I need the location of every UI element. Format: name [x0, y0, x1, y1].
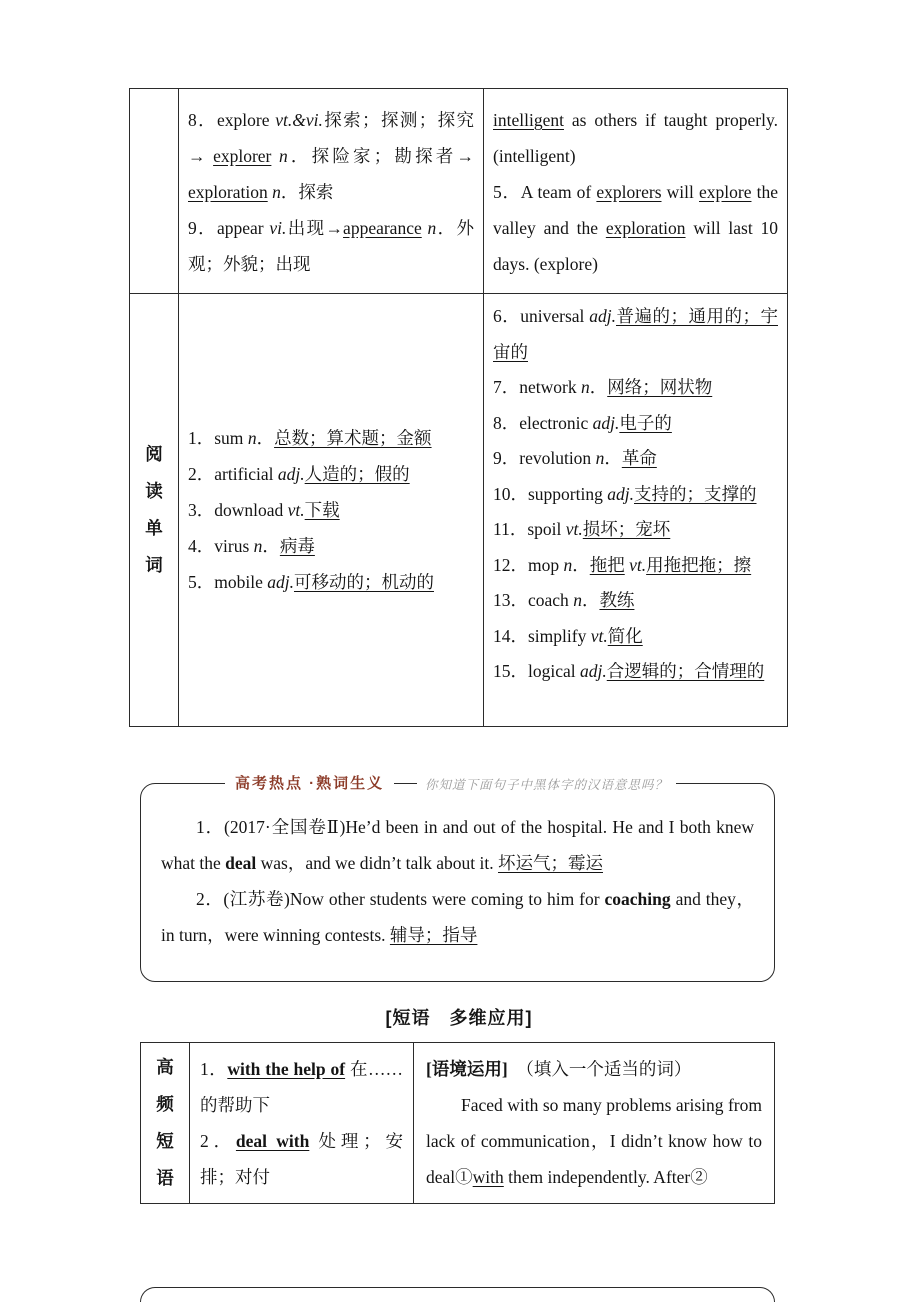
exam-hotspot-subtitle: 你知道下面句子中黑体字的汉语意思吗？: [417, 775, 676, 793]
phrase-label: 高频短语: [156, 1056, 174, 1189]
exam-hotspot-section: [140, 775, 775, 982]
exam-hotspot-title: 高考热点 ·熟词生义: [225, 772, 394, 793]
reading-words-list-right: [483, 294, 787, 726]
next-section-box-partial: [140, 1287, 775, 1302]
phrase-item: 1．with the help of 在……的帮助下: [200, 1059, 404, 1115]
phrase-context-cell: [413, 1043, 774, 1203]
vocab-item: 3．download vt.下载: [188, 500, 340, 520]
vocab-table-row-continued: [130, 89, 787, 293]
vocab-item: 9．appear vi.出现→appearance n．外观；外貌；出现: [188, 218, 475, 274]
vocab-item: 12．mop n．拖把 vt.用拖把拖；擦: [493, 554, 752, 575]
vocab-item: 2．artificial adj.人造的；假的: [188, 464, 410, 484]
vocab-item: 5．mobile adj.可移动的；机动的: [188, 572, 434, 592]
vocab-derivations-cell: [178, 89, 483, 293]
vocab-item: 8．explore vt.&vi.探索；探测；探究 → explorer n．探险家；勘探者→ exploration n．探索: [188, 110, 475, 202]
example-sentences: [141, 784, 774, 953]
reading-words-list-left: [178, 294, 483, 726]
phrase-list-cell: [189, 1043, 413, 1203]
vocab-item: 1．sum n．总数；算术题；金额: [188, 428, 432, 448]
example-sentence: 2．(江苏卷)Now other students were coming to him for coaching and they，in turn，were winning contests. 辅导；指导: [161, 889, 754, 945]
vocab-item: 15．logical adj.合逻辑的；合情理的: [493, 661, 765, 681]
reading-words-label-cell: [130, 294, 178, 726]
vocab-table-row-reading-words: [130, 293, 787, 726]
vocab-row1-label-cell: [130, 89, 178, 293]
vocab-practice-cell: [483, 89, 787, 293]
reading-words-label: 阅读单词: [145, 443, 163, 576]
vocab-item: 7．network n．网络；网状物: [493, 377, 713, 397]
vocab-item: 4．virus n．病毒: [188, 536, 315, 556]
vocab-item: 13．coach n．教练: [493, 590, 635, 610]
vocab-item: 11．spoil vt.损坏；宠坏: [493, 519, 671, 539]
example-sentence: 1．(2017·全国卷Ⅱ)He’d been in and out of the hospital. He and I both knew what the deal was，and we didn’t talk about it. 坏运气；霉运: [161, 817, 754, 873]
vocab-item: 8．electronic adj.电子的: [493, 412, 672, 433]
vocab-item: 14．simplify vt.简化: [493, 625, 643, 646]
practice-sentence: intelligent as others if taught properly. (intelligent): [493, 110, 778, 166]
vocab-table: [129, 88, 788, 727]
practice-sentence: 5．A team of explorers will explore the valley and the exploration will last 10 days. (explore): [493, 182, 779, 274]
phrase-section-heading: [短语 多维应用]: [385, 1008, 533, 1028]
vocab-item: 6．universal adj.普遍的；通用的；宇宙的: [493, 306, 778, 362]
vocab-item: 9．revolution n．革命: [493, 448, 657, 468]
phrase-table: [140, 1042, 775, 1204]
phrase-label-cell: [141, 1043, 189, 1203]
phrase-item: 2．deal with 处理；安排；对付: [200, 1131, 404, 1187]
context-usage-header: [语境运用] （填入一个适当的词）: [426, 1059, 692, 1079]
phrase-table-row: [141, 1043, 774, 1203]
vocab-item: 10．supporting adj.支持的；支撑的: [493, 483, 757, 504]
context-paragraph: Faced with so many problems arising from lack of communication，I didn’t know how to deal①with them independently. After②: [426, 1095, 762, 1187]
